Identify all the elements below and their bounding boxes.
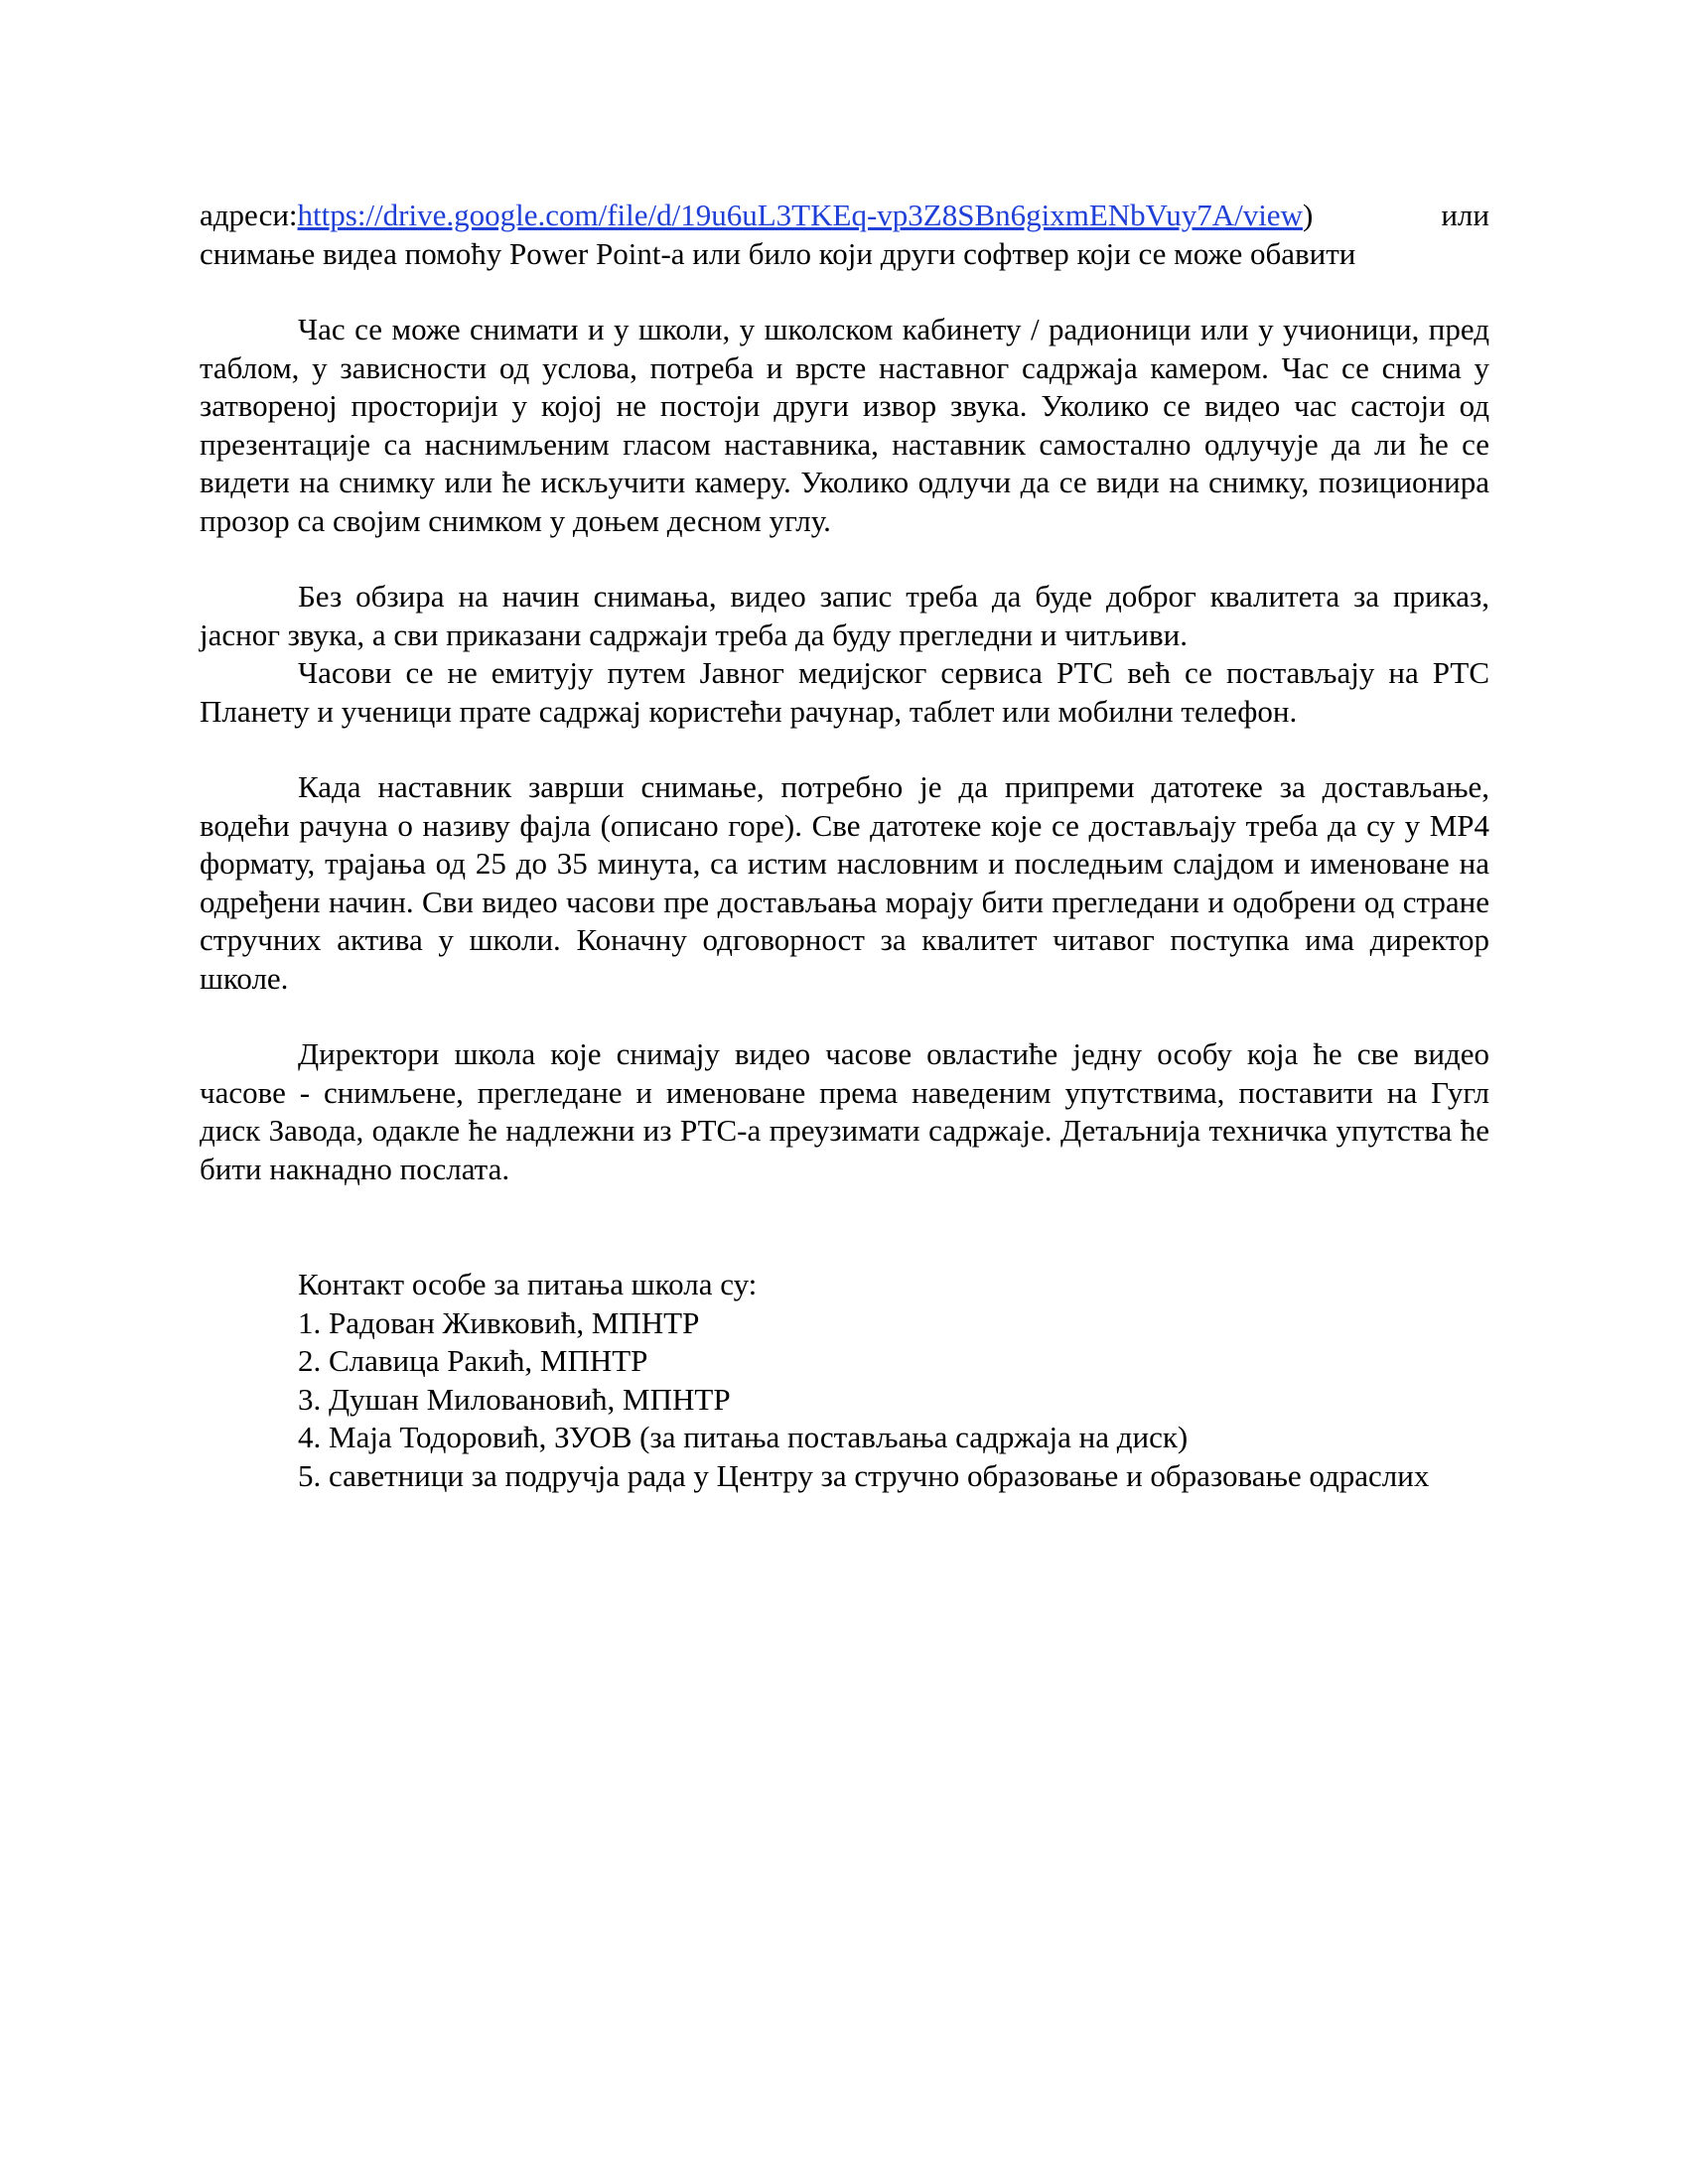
paragraph-file-delivery: Када наставник заврши снимање, потребно је да припреми датотеке за достављање, водећи рачуна о називу фајла (описано горе). Све датотеке које се достављају треба да су у МР4 формату, трајања од 25 до 35 минута, са истим насловним и последњим слајдом и именоване на одређени начин. Сви видео часови пре достављања морају бити прегледани и одобрени од стране стручних актива у школи. Коначну одговорност за квалитет читавог поступка има директор школе. xyxy=(200,769,1489,996)
contact-item: 4. Маја Тодоровић, ЗУОВ (за питања постављања садржаја на диск) xyxy=(298,1420,1189,1454)
contact-item: 3. Душан Миловановић, МПНТР xyxy=(298,1381,731,1417)
intro-line xyxy=(200,197,1489,235)
paragraph-google-drive-upload: Директори школа које снимају видео часове овластиће једну особу која ће све видео часове - снимљене, прегледане и именоване према наведеним упутствима, поставити на Гугл диск Завода, одакле ће надлежни из РТС-а преузимати садржаје. Детаљнија техничка упутства ће бити накнадно послата. xyxy=(200,1036,1489,1186)
contacts-section xyxy=(200,1266,1489,1495)
paragraph-video-quality: Без обзира на начин снимања, видео запис треба да буде доброг квалитета за приказ, јасног звука, а сви приказани садржаји треба да буду прегледни и читљиви. xyxy=(200,579,1489,652)
document-body xyxy=(200,197,1489,1495)
paragraph-rts-planet: Часови се не емитују путем Јавног медијског сервиса РТС већ се постављају на РТС Планету и ученици прате садржај користећи рачунар, таблет или мобилни телефон. xyxy=(200,655,1489,729)
contact-item: 5. саветници за подручја рада у Центру за стручно образовање и образовање одраслих xyxy=(298,1457,1430,1493)
google-drive-link[interactable]: https://drive.google.com/file/d/19u6uL3TKEq-vp3Z8SBn6gixmENbVuy7A/view xyxy=(297,198,1303,232)
paragraph-recording-location: Час се може снимати и у школи, у школском кабинету / радионици или у учионици, пред таблом, у зависности од услова, потреба и врсте наставног садржаја камером. Час се снима у затвореној просторији у којој не постоји други извор звука. Уколико се видео час састоји од презентације са наснимљеним гласом наставника, наставник самостално одлучује да ли ће се видети на снимку или ће искључити камеру. Уколико одлучи да се види на снимку, позиционира прозор са својим снимком у доњем десном углу. xyxy=(200,312,1489,538)
intro-address xyxy=(200,197,1313,235)
intro-prefix: адреси: xyxy=(200,198,298,232)
contact-item: 2. Славица Ракић, МПНТР xyxy=(298,1343,648,1378)
contacts-heading: Контакт особе за питања школа су: xyxy=(298,1267,758,1301)
intro-after-link: ) xyxy=(1302,198,1314,232)
contact-item: 1. Радован Живковић, МПНТР xyxy=(298,1304,700,1340)
intro-second-line: снимање видеа помоћу Power Point-a или било који други софтвер који се може обавити xyxy=(200,235,1356,271)
intro-trailing-word: или xyxy=(1441,198,1489,232)
